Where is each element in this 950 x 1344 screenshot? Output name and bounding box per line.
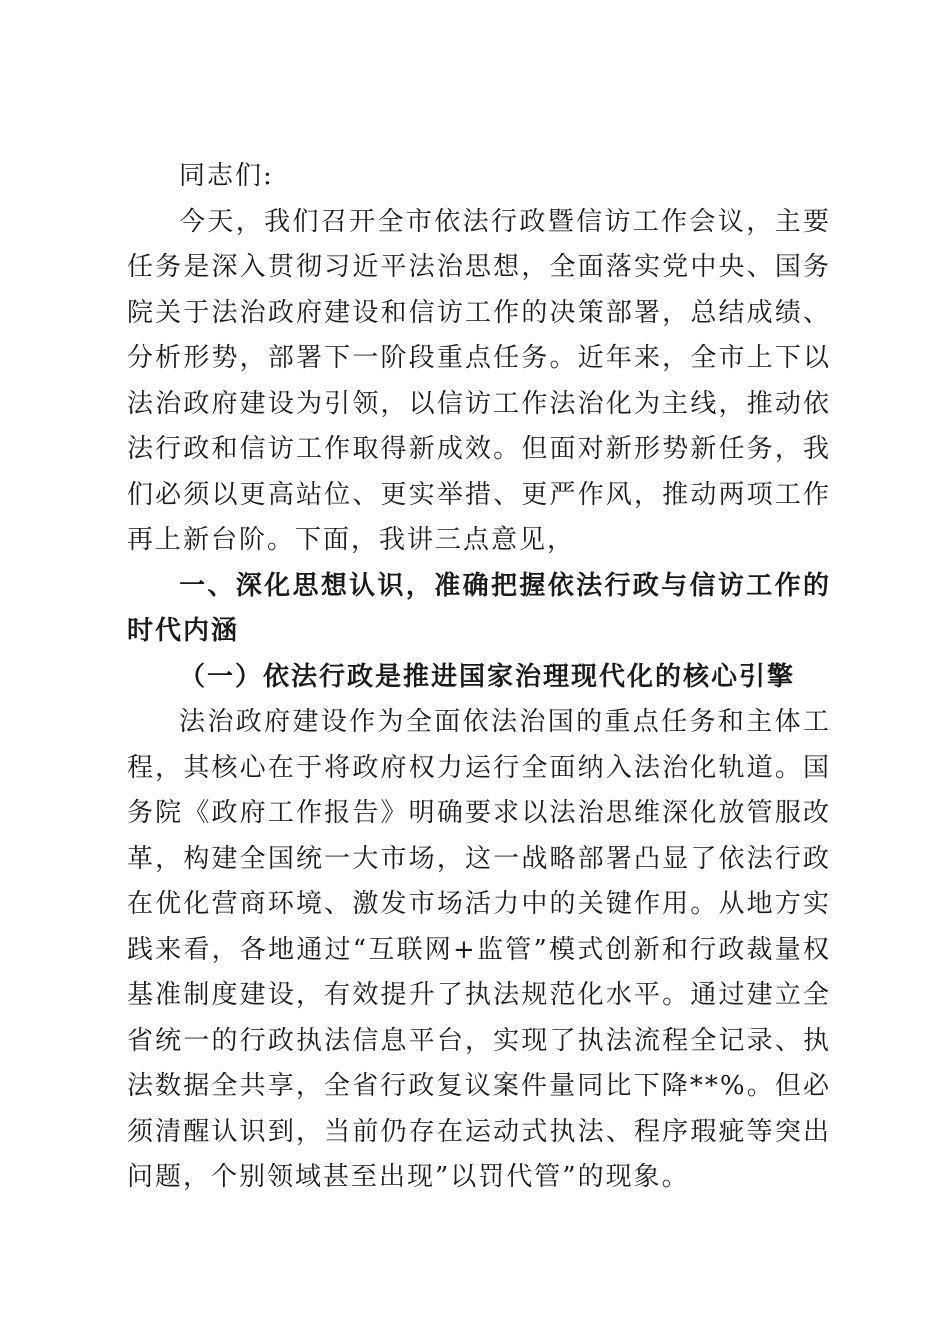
section-heading-1: 一、深化思想认识，准确把握依法行政与信访工作的时代内涵: [127, 570, 831, 646]
subsection-1-paragraph: 法治政府建设作为全面依法治国的重点任务和主体工程，其核心在于将政府权力运行全面纳入法治化轨道。国务院《政府工作报告》明确要求以法治思维深化放管服改革，构建全国统一大市场，这一战略部署凸显了依法行政在优化营商环境、激发市场活力中的关键作用。从地方实践来看，各地通过“互联网+监管”模式创新和行政裁量权基准制度建设，有效提升了执法规范化水平。通过建立全省统一的行政执法信息平台，实现了执法流程全记录、执法数据全共享，全省行政复议案件量同比下降**%。但必须清醒认识到，当前仍存在运动式执法、程序瑕疵等突出问题，个别领域甚至出现”以罚代管”的现象。: [127, 707, 831, 1192]
document-page: [127, 154, 831, 1201]
intro-paragraph: 今天，我们召开全市依法行政暨信访工作会议，主要任务是深入贯彻习近平法治思想，全面落实党中央、国务院关于法治政府建设和信访工作的决策部署，总结成绩、分析形势，部署下一阶段重点任务。近年来，全市上下以法治政府建设为引领，以信访工作法治化为主线，推动依法行政和信访工作取得新成效。但面对新形势新任务，我们必须以更高站位、更实举措、更严作风，推动两项工作再上新台阶。下面，我讲三点意见，: [127, 206, 831, 555]
greeting-text: 同志们:: [179, 161, 274, 191]
subsection-heading-1: （一）依法行政是推进国家治理现代化的核心引擎: [179, 661, 796, 692]
